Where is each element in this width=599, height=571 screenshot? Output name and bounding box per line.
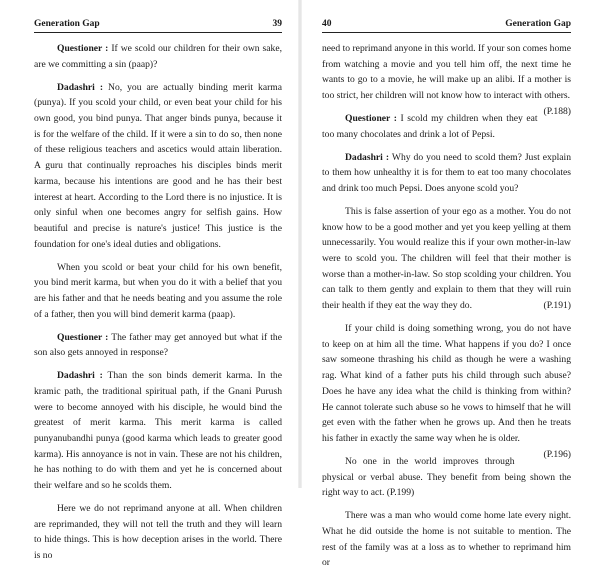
paragraph [322,204,571,314]
page-reference: (P.196) [543,448,571,460]
left-page-body [34,41,282,564]
paragraph-text: Than the son binds demerit karma. In the kramic path, the traditional spiritual path, if the Gnani Purush were to become annoyed with his disciple, he would bind the greatest of merit karma. This merit karma is called punyanubandhi punya (good karma which leads to greater good karma). His annoyance is not in vain. These are not his children, he has nothing to do with them and yet he is concerned about their welfare and so he scolds them. [34,370,282,492]
right-page-body [322,41,571,571]
right-running-head [322,0,571,33]
paragraph-text: If your child is doing something wrong, you do not have to keep on at him all the time. What happens if you do? I once saw someone thrashing his child as though he were a washing rag. What kind of a father puts his child through such abuse? Does he have any idea what the child is thinking from within? He cannot tolerate such abuse so he vows to himself that he will get even with the father when he grows up. And then he treats his father in exactly the same way when he is older. [322,323,571,444]
left-page [0,0,300,562]
paragraph-text: No one in the world improves through physical or verbal abuse. They benefit from being shown the right way to act. (P.199) [322,455,571,499]
speaker-label: Dadashri : [345,151,390,163]
speaker-label: Questioner : [57,331,109,343]
paragraph [322,321,571,460]
paragraph-text: need to reprimand anyone in this world. If your son comes home from watching a movie and you tell him off, the next time he wants to go to a movie, he will make up an alibi. If a mother is too strict, her children will not know how to interact with others. [322,43,571,102]
speaker-label: Dadashri : [57,81,104,93]
page-reference: (P.191) [543,300,571,312]
paragraph-text: There was a man who would come home late every night. What he did outside the home is not suitable to mention. The rest of the family was at a loss as to whether to reprimand him or [322,510,571,569]
paragraph-text: No, you are actually binding merit karma (punya). If you scold your child, or even beat your child for his own good, you bind punya. That anger binds punya, because it is for the welfare of the child. If it were a sin to do so, then none of these religious teachers and ascetics would attain liberation. A guru that continually reproaches his disciples binds merit karma, because his intentions are good and he has their best interest at heart. According to the Lord there is no injustice. It is only sinful when one becomes angry for selfish gains. How beautiful and precise is nature's justice! This justice is the foundation for one's ideal duties and obligations. [34,81,282,250]
paragraph [322,111,571,142]
speaker-label: Questioner : [57,43,109,54]
paragraph-text: Why do you need to scold them? Just explain to them how unhealthy it is for them to eat too many chocolates and drink too much Pepsi. Does anyone scold you? [322,151,571,194]
paragraph-text: Here we do not reprimand anyone at all. When children are reprimanded, they will not tell the truth and they will learn to hide things. This is how deception arises in the world. There is no [34,502,282,562]
left-header-title: Generation Gap [34,19,100,29]
speaker-label: Questioner : [345,113,397,124]
left-page-number: 39 [272,19,282,29]
speaker-label: Dadashri : [57,370,103,382]
paragraph [34,330,282,361]
paragraph [34,260,282,323]
paragraph [322,41,571,117]
paragraph [34,368,282,494]
paragraph-text: I scold my children when they eat too many chocolates and drink a lot of Pepsi. [322,113,538,140]
paragraph-text: When you scold or beat your child for his own benefit, you bind merit karma, but when you do it with a belief that you are his father and that he needs beating and you assume the role of a father, then you will bind demerit karma (paap). [34,261,282,320]
page-reference: (P.188) [543,105,571,117]
paragraph [322,508,571,571]
paragraph-text: If we scold our children for their own sake, are we committing a sin (paap)? [34,43,282,70]
right-header-title: Generation Gap [505,19,571,29]
right-page-number: 40 [322,19,332,29]
left-running-head [34,0,282,33]
right-page [300,0,599,569]
paragraph-text: The father may get annoyed but what if the son also gets annoyed in response? [34,331,282,359]
paragraph-text: This is false assertion of your ego as a mother. You do not know how to be a good mother and yet you keep yelling at them unnecessarily. You would realize this if your own mother-in-law were to scold you. The children will feel that their mother is worse than a mother-in-law. So stop scolding your children. You can talk to them gently and explain to them that they will ruin their health if they eat the way they do. [322,205,571,312]
paragraph [322,150,571,197]
paragraph [34,41,282,72]
paragraph [34,80,282,253]
paragraph [34,501,282,564]
